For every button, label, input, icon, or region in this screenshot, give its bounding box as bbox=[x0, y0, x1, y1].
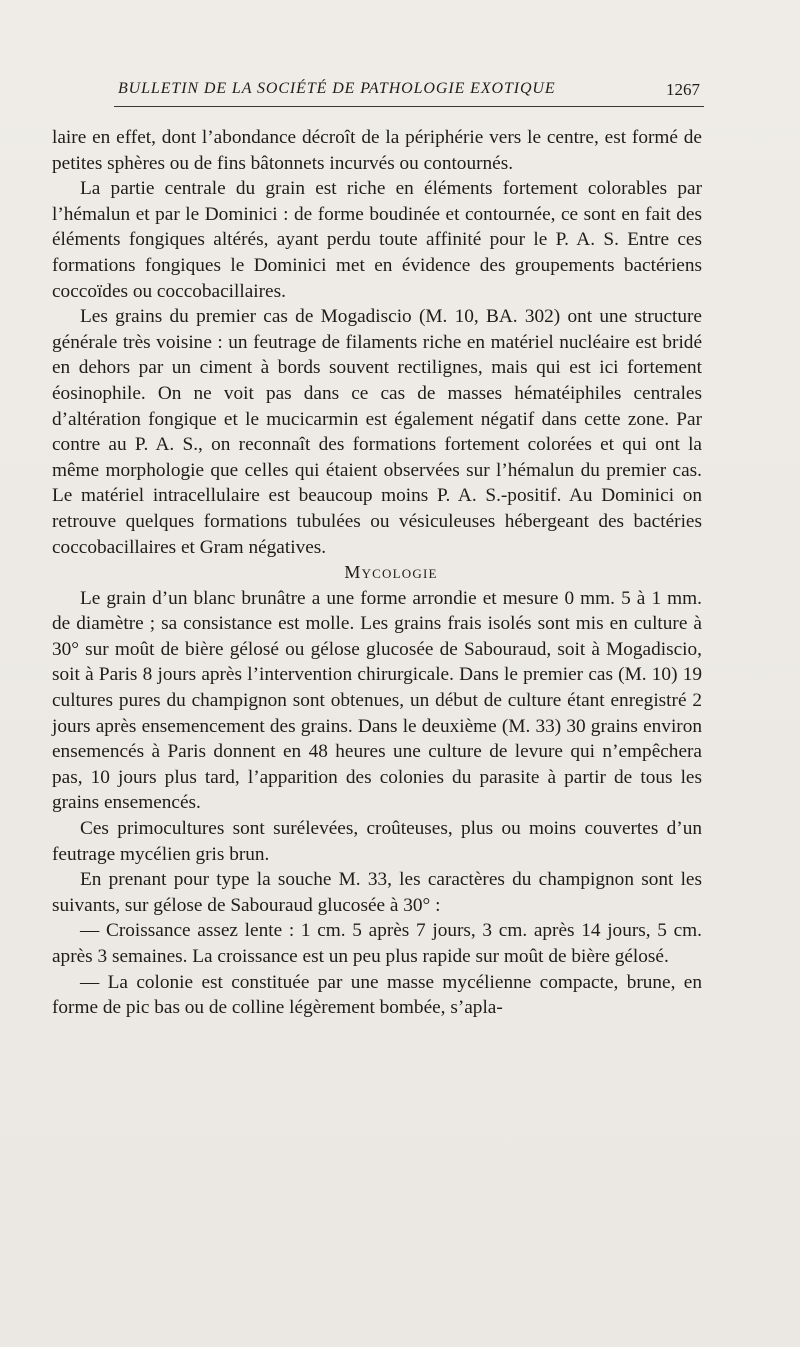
running-title: BULLETIN DE LA SOCIÉTÉ DE PATHOLOGIE EXOTIQUE bbox=[118, 80, 556, 97]
paragraph-continuation: laire en effet, dont l’abondance décroît de la périphérie vers le centre, est formé de petites sphères ou de fins bâtonnets incurvés ou contournés. bbox=[52, 127, 702, 174]
paragraph: Ces primocultures sont surélevées, croûteuses, plus ou moins couvertes d’un feutrage mycélien gris brun. bbox=[52, 818, 702, 865]
body-text bbox=[52, 125, 702, 1021]
paragraph-list-item: — La colonie est constituée par une masse mycélienne compacte, brune, en forme de pic bas ou de colline légèrement bombée, s’apla- bbox=[52, 971, 702, 1019]
header-rule bbox=[114, 106, 704, 107]
paragraph: La partie centrale du grain est riche en éléments fortement colorables par l’hémalun et par le Dominici : de forme boudinée et contournée, ce sont en fait des éléments fongiques altérés, ayant perdu toute affinité pour le P. A. S. Entre ces formations fongiques le Dominici met en évidence des groupements bactériens coccoïdes ou coccobacillaires. bbox=[52, 178, 702, 302]
running-header bbox=[118, 80, 700, 104]
paragraph-list-item: — Croissance assez lente : 1 cm. 5 après 7 jours, 3 cm. après 14 jours, 5 cm. après 3 semaines. La croissance est un peu plus rapide sur moût de bière gélosé. bbox=[52, 920, 702, 967]
section-heading-mycologie: Mycologie bbox=[344, 562, 438, 583]
page-number: 1267 bbox=[666, 80, 700, 99]
paragraph: En prenant pour type la souche M. 33, les caractères du champignon sont les suivants, sur gélose de Sabouraud glucosée à 30° : bbox=[52, 869, 702, 916]
paragraph: Les grains du premier cas de Mogadiscio (M. 10, BA. 302) ont une structure générale très voisine : un feutrage de filaments riche en matériel nucléaire est bridé en dehors par un ciment à bords souvent rectilignes, mais qui est ici fortement éosinophile. On ne voit pas dans ce cas de masses hématéiphiles centrales d’altération fongique et le mucicarmin est également négatif dans cette zone. Par contre au P. A. S., on reconnaît des formations fortement colorées et qui ont la même morphologie que celles qui étaient observées sur l’hémalun du premier cas. Le matériel intracellulaire est beaucoup moins P. A. S.-positif. Au Dominici on retrouve quelques formations tubulées ou vésiculeuses hébergeant des bactéries coccobacillaires et Gram négatives. bbox=[52, 306, 702, 558]
paragraph: Le grain d’un blanc brunâtre a une forme arrondie et mesure 0 mm. 5 à 1 mm. de diamètre ; sa consistance est molle. Les grains frais isolés sont mis en culture à 30° sur moût de bière gélosé ou gélose glucosée de Sabouraud, soit à Mogadiscio, soit à Paris 8 jours après l’intervention chirurgicale. Dans le premier cas (M. 10) 19 cultures pures du champignon sont obtenues, un début de culture étant enregistré 2 jours après ensemencement des grains. Dans le deuxième (M. 33) 30 grains environ ensemencés à Paris donnent en 48 heures une culture de levure qui n’empêchera pas, 10 jours plus tard, l’apparition des colonies du parasite à partir de tous les grains ensemencés. bbox=[52, 587, 702, 814]
